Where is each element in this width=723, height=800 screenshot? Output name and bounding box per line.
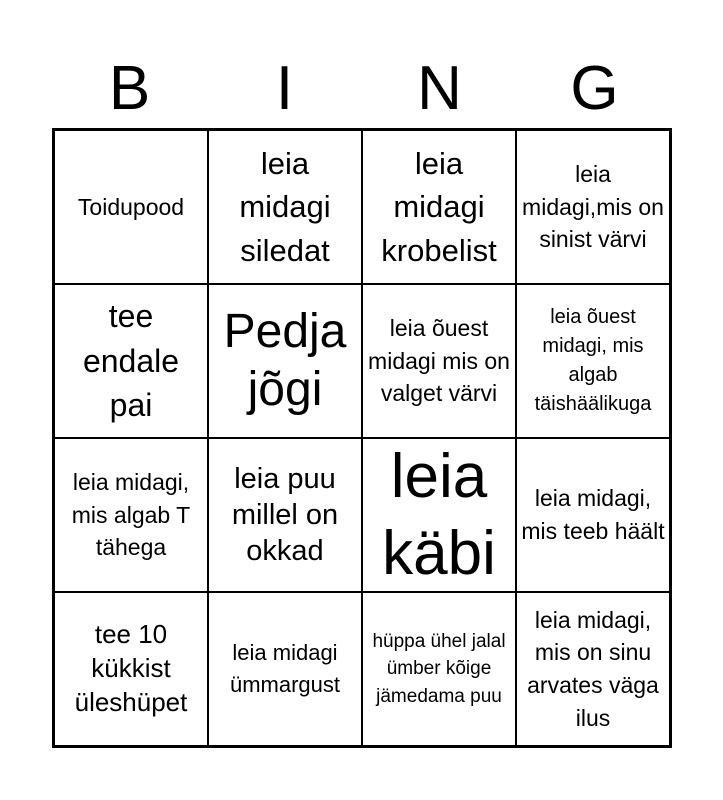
bingo-grid: [52, 128, 672, 748]
bingo-cell-r1c4[interactable]: [516, 130, 670, 284]
bingo-header: [52, 50, 672, 128]
bingo-cell-text: leia õuest midagi mis on valget värvi: [368, 315, 510, 407]
bingo-cell-text: leia puu millel on okkad: [231, 462, 339, 568]
header-letter-n: N: [417, 54, 462, 123]
bingo-cell-r1c1[interactable]: [54, 130, 208, 284]
bingo-cell-r4c3[interactable]: [362, 592, 516, 746]
header-letter-g: G: [570, 54, 619, 123]
bingo-cell-r4c2[interactable]: [208, 592, 362, 746]
bingo-cell-r1c3[interactable]: [362, 130, 516, 284]
bingo-cell-text: Toidupood: [77, 193, 185, 220]
bingo-cell-r3c4[interactable]: [516, 438, 670, 592]
bingo-cell-r1c2[interactable]: [208, 130, 362, 284]
bingo-cell-text: leia midagi, mis teeb häält: [521, 485, 665, 544]
bingo-cell-r4c4[interactable]: [516, 592, 670, 746]
bingo-cell-text: leia õuest midagi, mis algab täishäälikuga: [534, 306, 652, 415]
bingo-cell-text: leia midagi krobelist: [381, 145, 497, 268]
bingo-cell-text: leia midagi ümmargust: [229, 640, 341, 697]
bingo-cell-text: leia midagi, mis algab T tähega: [71, 469, 191, 561]
bingo-cell-r3c1[interactable]: [54, 438, 208, 592]
bingo-cell-text: Pedja jõgi: [223, 305, 347, 416]
bingo-cell-r3c3[interactable]: [362, 438, 516, 592]
bingo-cell-r3c2[interactable]: [208, 438, 362, 592]
bingo-cell-r2c1[interactable]: [54, 284, 208, 438]
bingo-cell-text: leia käbi: [382, 441, 496, 588]
header-letter-b: B: [108, 54, 151, 123]
header-letter-i: I: [275, 54, 294, 123]
bingo-cell-r2c4[interactable]: [516, 284, 670, 438]
bingo-cell-text: tee 10 kükkist üleshüpet: [74, 619, 188, 717]
bingo-cell-text: tee endale pai: [82, 297, 180, 424]
bingo-cell-r4c1[interactable]: [54, 592, 208, 746]
bingo-cell-text: leia midagi siledat: [239, 145, 331, 268]
bingo-cell-r2c2[interactable]: [208, 284, 362, 438]
bingo-cell-text: leia midagi, mis on sinu arvates väga ilus: [527, 606, 659, 731]
bingo-cell-text: leia midagi,mis on sinist värvi: [522, 161, 664, 253]
bingo-cell-text: hüppa ühel jalal ümber kõige jämedama puu: [372, 630, 506, 707]
bingo-cell-r2c3[interactable]: [362, 284, 516, 438]
